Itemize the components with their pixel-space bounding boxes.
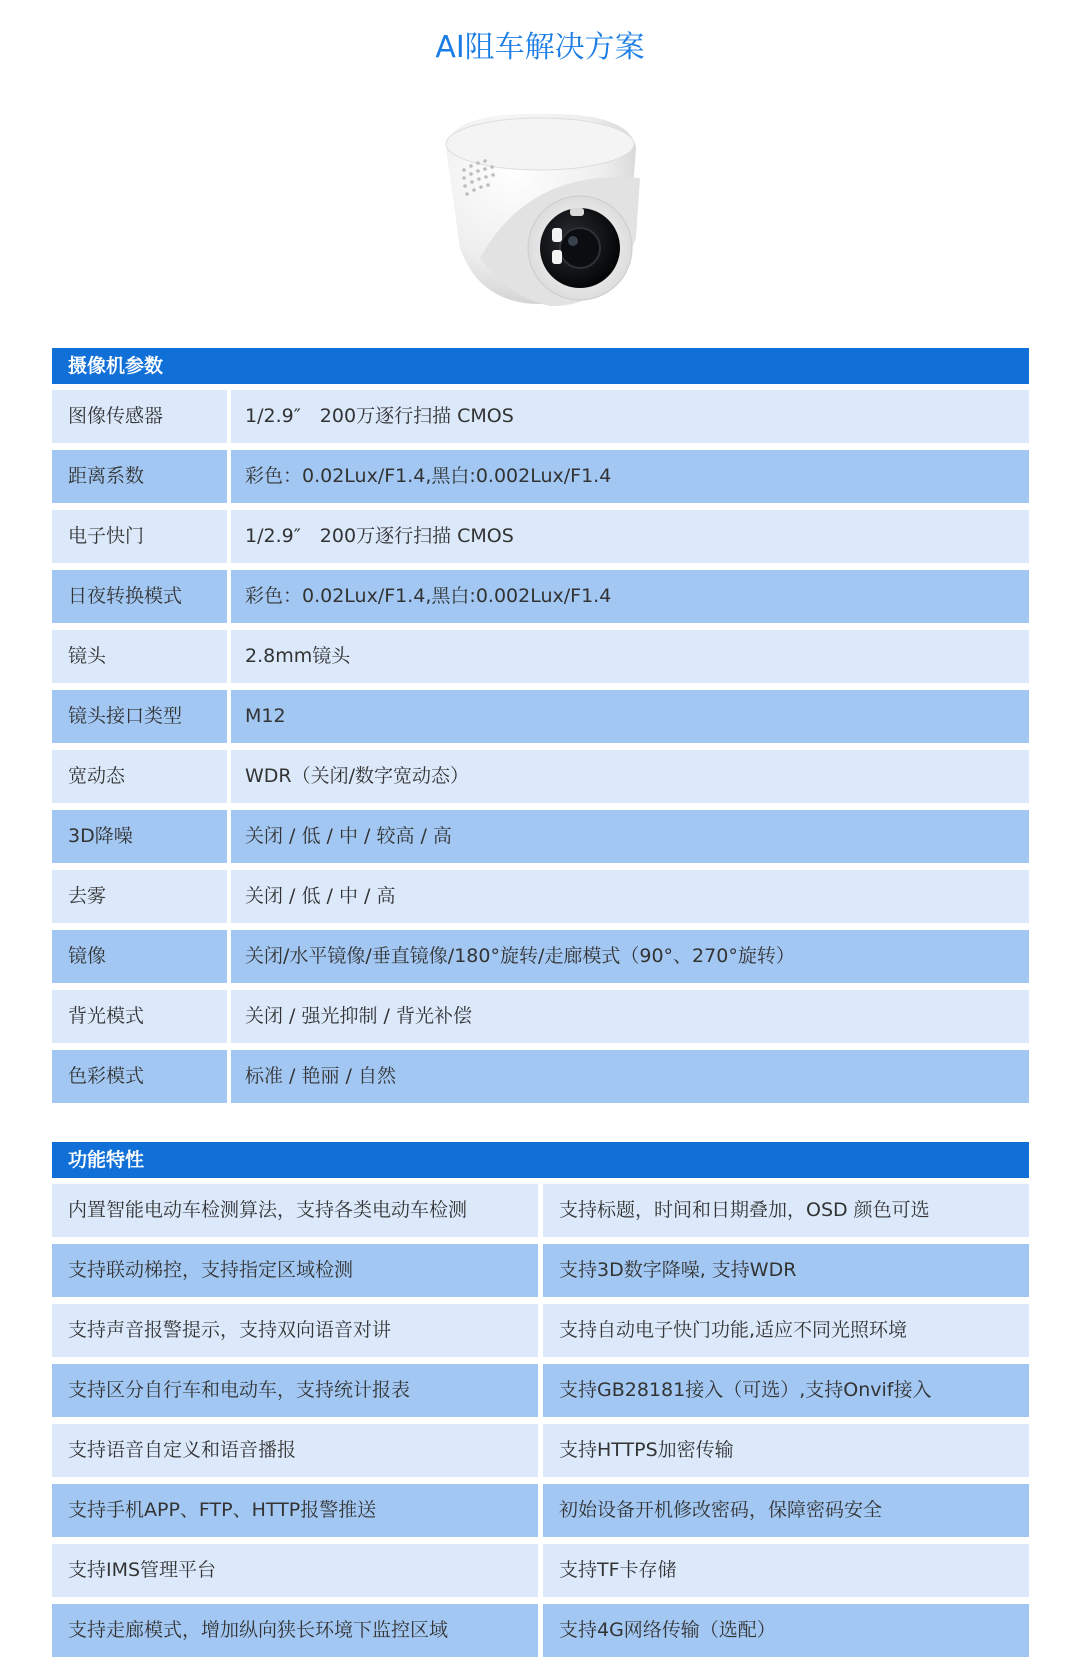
feature-item: 初始设备开机修改密码，保障密码安全 (543, 1484, 1029, 1537)
table-row (52, 1364, 1029, 1417)
feature-item: 支持IMS管理平台 (52, 1544, 538, 1597)
feature-item: 内置智能电动车检测算法，支持各类电动车检测 (52, 1184, 538, 1237)
param-name: 3D降噪 (52, 810, 227, 863)
table-row (52, 1484, 1029, 1537)
table-row (52, 750, 1029, 803)
feature-item: 支持手机APP、FTP、HTTP报警推送 (52, 1484, 538, 1537)
feature-item: 支持HTTPS加密传输 (543, 1424, 1029, 1477)
dome-camera-image (440, 108, 650, 318)
table-row (52, 570, 1029, 623)
table-row (52, 1424, 1029, 1477)
param-name: 日夜转换模式 (52, 570, 227, 623)
table-row (52, 390, 1029, 443)
param-value: 关闭 / 低 / 中 / 较高 / 高 (231, 810, 1029, 863)
param-name: 镜像 (52, 930, 227, 983)
param-value: 关闭 / 低 / 中 / 高 (231, 870, 1029, 923)
feature-item: 支持自动电子快门功能,适应不同光照环境 (543, 1304, 1029, 1357)
feature-item: 支持GB28181接入（可选）,支持Onvif接入 (543, 1364, 1029, 1417)
param-name: 镜头 (52, 630, 227, 683)
param-name: 宽动态 (52, 750, 227, 803)
param-value: 彩色：0.02Lux/F1.4,黑白:0.002Lux/F1.4 (231, 570, 1029, 623)
table-row (52, 1244, 1029, 1297)
param-value: 1/2.9″ 200万逐行扫描 CMOS (231, 510, 1029, 563)
param-name: 镜头接口类型 (52, 690, 227, 743)
table-row (52, 1604, 1029, 1657)
param-value: 标准 / 艳丽 / 自然 (231, 1050, 1029, 1103)
feature-item: 支持语音自定义和语音播报 (52, 1424, 538, 1477)
param-name: 电子快门 (52, 510, 227, 563)
feature-item: 支持3D数字降噪, 支持WDR (543, 1244, 1029, 1297)
param-value: 2.8mm镜头 (231, 630, 1029, 683)
table-row (52, 990, 1029, 1043)
param-value: 彩色：0.02Lux/F1.4,黑白:0.002Lux/F1.4 (231, 450, 1029, 503)
param-value: 1/2.9″ 200万逐行扫描 CMOS (231, 390, 1029, 443)
param-value: M12 (231, 690, 1029, 743)
feature-item: 支持联动梯控，支持指定区域检测 (52, 1244, 538, 1297)
table-row (52, 1544, 1029, 1597)
table-row (52, 1050, 1029, 1103)
param-name: 背光模式 (52, 990, 227, 1043)
param-name: 去雾 (52, 870, 227, 923)
param-value: 关闭 / 强光抑制 / 背光补偿 (231, 990, 1029, 1043)
page-title: AI阻车解决方案 (435, 30, 645, 65)
param-value: 关闭/水平镜像/垂直镜像/180°旋转/走廊模式（90°、270°旋转） (231, 930, 1029, 983)
feature-item: 支持4G网络传输（选配） (543, 1604, 1029, 1657)
features-table (52, 1184, 1029, 1664)
feature-item: 支持区分自行车和电动车，支持统计报表 (52, 1364, 538, 1417)
table-row (52, 690, 1029, 743)
feature-item: 支持TF卡存储 (543, 1544, 1029, 1597)
camera-params-header: 摄像机参数 (52, 348, 1029, 384)
table-row (52, 1184, 1029, 1237)
param-name: 距离系数 (52, 450, 227, 503)
table-row (52, 1304, 1029, 1357)
table-row (52, 630, 1029, 683)
feature-item: 支持走廊模式，增加纵向狭长环境下监控区域 (52, 1604, 538, 1657)
table-row (52, 870, 1029, 923)
param-name: 色彩模式 (52, 1050, 227, 1103)
param-name: 图像传感器 (52, 390, 227, 443)
feature-item: 支持标题，时间和日期叠加，OSD 颜色可选 (543, 1184, 1029, 1237)
param-value: WDR（关闭/数字宽动态） (231, 750, 1029, 803)
table-row (52, 810, 1029, 863)
table-row (52, 450, 1029, 503)
table-row (52, 510, 1029, 563)
camera-params-table (52, 390, 1029, 1110)
features-header: 功能特性 (52, 1142, 1029, 1178)
table-row (52, 930, 1029, 983)
feature-item: 支持声音报警提示，支持双向语音对讲 (52, 1304, 538, 1357)
